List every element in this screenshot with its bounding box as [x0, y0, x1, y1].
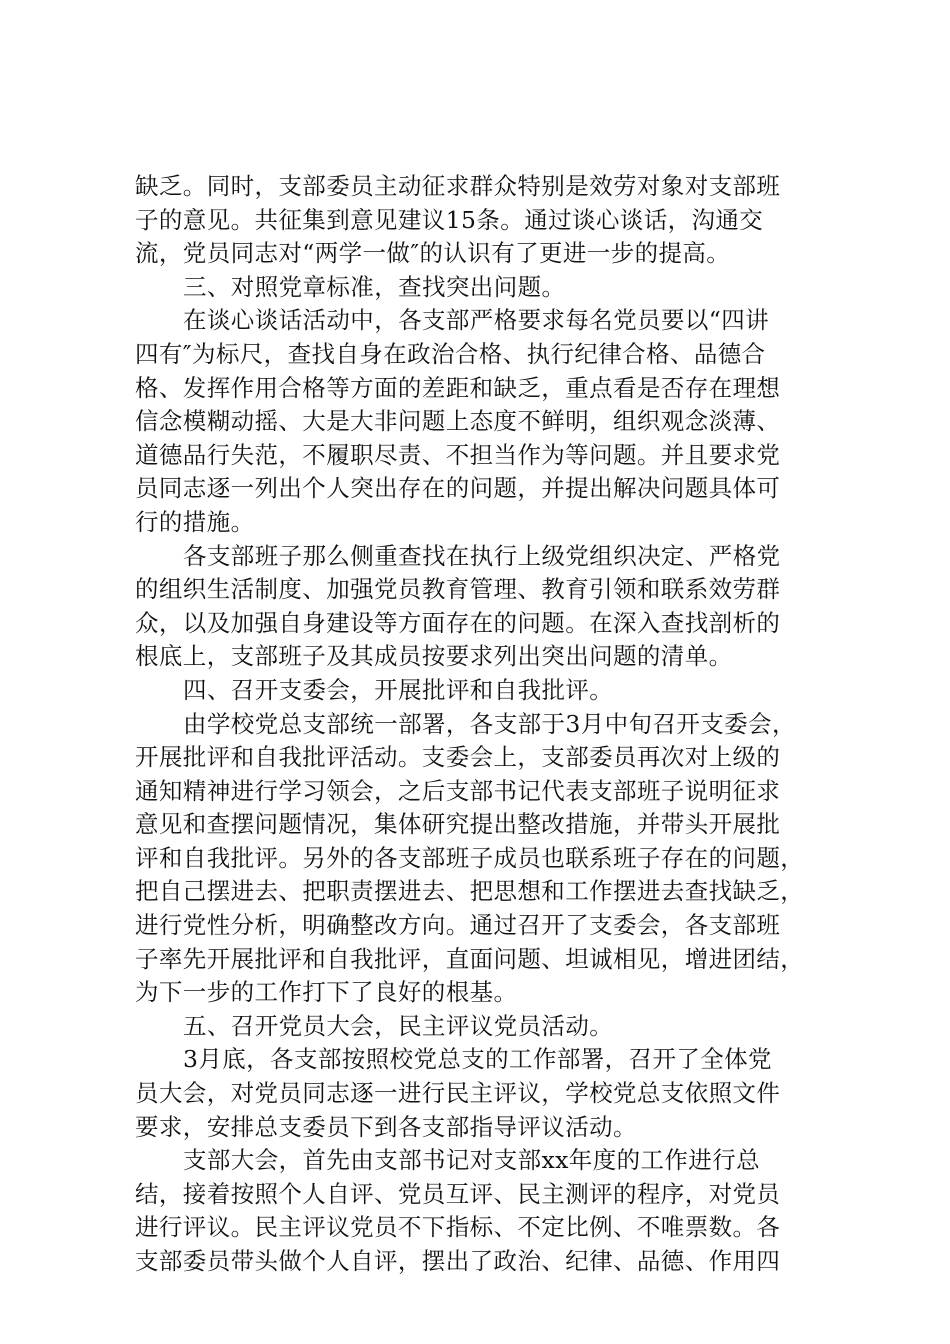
- text-line: 进行评议。民主评议党员不下指标、不定比例、不唯票数。各: [135, 1213, 781, 1242]
- text-line: 要求，安排总支委员下到各支部指导评议活动。: [135, 1112, 637, 1141]
- section-heading-4: 四、召开支委会，开展批评和自我批评。: [183, 675, 614, 704]
- text-line: 的组织生活制度、加强党员教育管理、教育引领和联系效劳群: [135, 575, 781, 604]
- text-line: 员大会，对党员同志逐一进行民主评议，学校党总支依照文件: [135, 1079, 781, 1108]
- text-line: 众，以及加强自身建设等方面存在的问题。在深入查找剖析的: [135, 608, 781, 637]
- section-heading-5: 五、召开党员大会，民主评议党员活动。: [183, 1011, 614, 1040]
- text-line: 在谈心谈话活动中，各支部严格要求每名党员要以“四讲: [183, 306, 770, 335]
- text-line: 四有″为标尺，查找自身在政治合格、执行纪律合格、品德合: [135, 339, 766, 368]
- text-line: 结，接着按照个人自评、党员互评、民主测评的程序，对党员: [135, 1179, 781, 1208]
- text-line: 由学校党总支部统一部署，各支部于3月中旬召开支委会，: [183, 709, 796, 738]
- text-line: 开展批评和自我批评活动。支委会上，支部委员再次对上级的: [135, 743, 781, 772]
- text-line: 支部委员带头做个人自评，摆出了政治、纪律、品德、作用四: [135, 1247, 781, 1275]
- text-line: 子的意见。共征集到意见建议15条。通过谈心谈话，沟通交: [135, 205, 764, 234]
- text-line: 支部大会，首先由支部书记对支部xx年度的工作进行总: [183, 1146, 761, 1175]
- text-line: 缺乏。同时，支部委员主动征求群众特别是效劳对象对支部班: [135, 172, 781, 200]
- text-line: 为下一步的工作打下了良好的根基。: [135, 978, 518, 1007]
- text-line: 信念模糊动摇、大是大非问题上态度不鲜明，组织观念淡薄、: [135, 407, 781, 436]
- text-line: 行的措施。: [135, 507, 255, 536]
- text-line: 根底上，支部班子及其成员按要求列出突出问题的清单。: [135, 642, 733, 671]
- text-line: 进行党性分析，明确整改方向。通过召开了支委会，各支部班: [135, 911, 781, 940]
- text-line: 把自己摆进去、把职责摆进去、把思想和工作摆进去查找缺乏，: [135, 877, 805, 906]
- text-line: 员同志逐一列出个人突出存在的问题，并提出解决问题具体可: [135, 474, 781, 503]
- document-body: [135, 170, 829, 1279]
- text-line: 子率先开展批评和自我批评，直面问题、坦诚相见，增进团结，: [135, 944, 805, 973]
- text-line: 意见和查摆问题情况，集体研究提出整改措施，并带头开展批: [135, 810, 781, 839]
- text-line: 道德品行失范，不履职尽责、不担当作为等问题。并且要求党: [135, 440, 781, 469]
- section-heading-3: 三、对照党章标准，查找突出问题。: [183, 272, 566, 301]
- text-line: 流，党员同志对“两学一做″的认识有了更进一步的提高。: [135, 239, 731, 268]
- text-line: 各支部班子那么侧重查找在执行上级党组织决定、严格党: [183, 541, 781, 570]
- text-line: 评和自我批评。另外的各支部班子成员也联系班子存在的问题，: [135, 843, 805, 872]
- text-line: 格、发挥作用合格等方面的差距和缺乏，重点看是否存在理想: [135, 373, 781, 402]
- text-line: 通知精神进行学习领会，之后支部书记代表支部班子说明征求: [135, 776, 781, 805]
- text-line: 3月底，各支部按照校党总支的工作部署，召开了全体党: [183, 1045, 772, 1074]
